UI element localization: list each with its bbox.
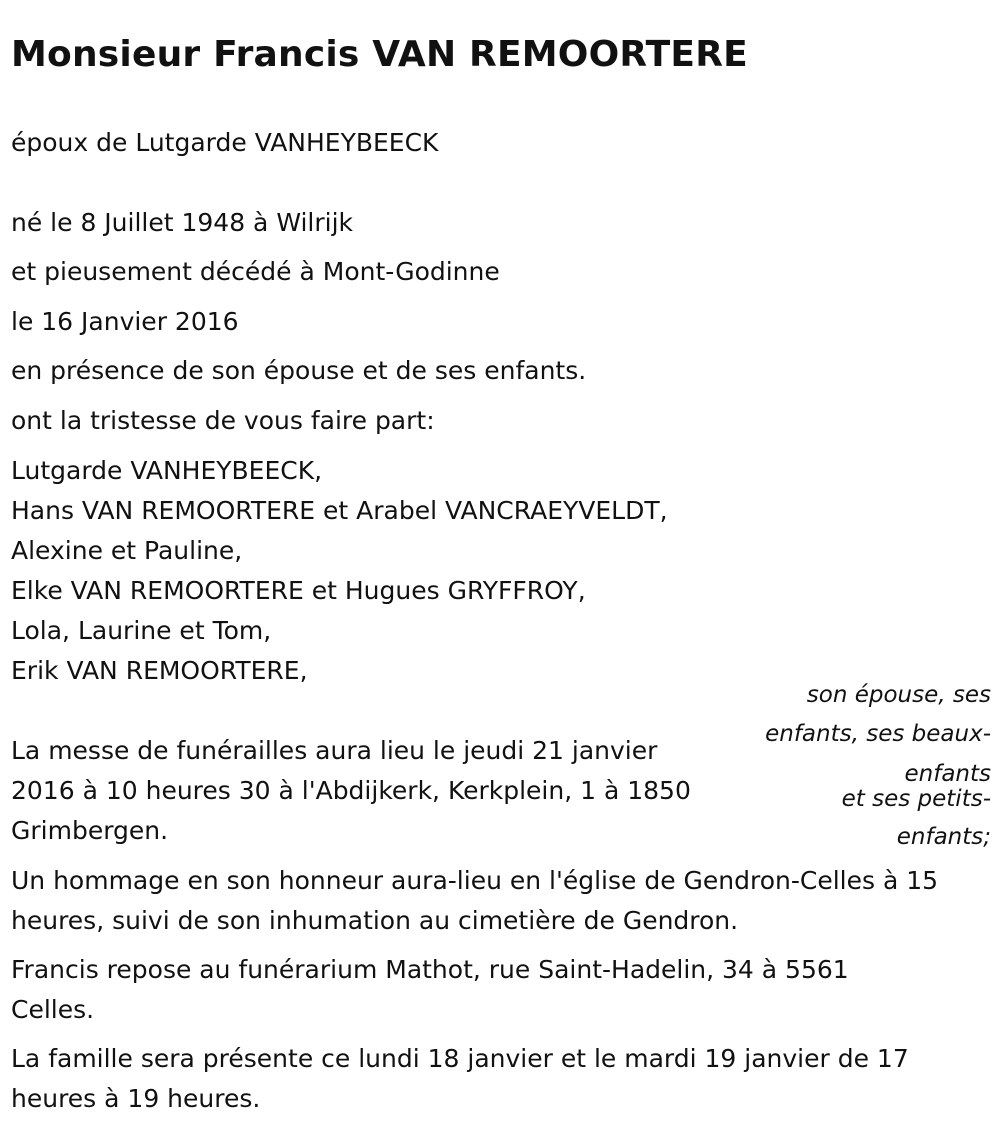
funeral-line-2: 2016 à 10 heures 30 à l'Abdijkerk, Kerkplein, 1 à 1850: [11, 776, 691, 805]
announcement-line: ont la tristesse de vous faire part:: [11, 406, 435, 435]
funeral-paragraph: [11, 731, 691, 851]
family-role-line-2: enfants, ses beaux-: [765, 721, 991, 747]
tribute-line-2: heures, suivi de son inhumation au cimetière de Gendron.: [11, 906, 739, 935]
family-member: Hans VAN REMOORTERE et Arabel VANCRAEYVELDT,: [11, 496, 668, 525]
family-role-line-4: et ses petits-: [841, 786, 991, 812]
repose-paragraph: [11, 950, 849, 1030]
family-role-line-3: enfants: [904, 761, 991, 787]
family-role-line-1: son épouse, ses: [806, 682, 991, 708]
family-presence-line-1: La famille sera présente ce lundi 18 janvier et le mardi 19 janvier de 17: [11, 1044, 909, 1073]
family-presence-paragraph: [11, 1039, 909, 1119]
presence-line: en présence de son épouse et de ses enfants.: [11, 356, 587, 385]
family-presence-line-2: heures à 19 heures.: [11, 1084, 261, 1113]
family-role-line-5: enfants;: [896, 824, 991, 850]
spouse-line: époux de Lutgarde VANHEYBEECK: [11, 128, 439, 157]
tribute-line-1: Un hommage en son honneur aura-lieu en l'église de Gendron-Celles à 15: [11, 866, 939, 895]
family-member: Elke VAN REMOORTERE et Hugues GRYFFROY,: [11, 576, 586, 605]
funeral-line-1: La messe de funérailles aura lieu le jeudi 21 janvier: [11, 736, 658, 765]
tribute-paragraph: [11, 861, 938, 941]
family-member: Lutgarde VANHEYBEECK,: [11, 456, 323, 485]
family-member: Erik VAN REMOORTERE,: [11, 656, 308, 685]
funeral-line-3: Grimbergen.: [11, 816, 169, 845]
repose-line-2: Celles.: [11, 995, 95, 1024]
death-date-line: le 16 Janvier 2016: [11, 307, 239, 336]
death-place-line: et pieusement décédé à Mont-Godinne: [11, 257, 500, 286]
birth-line: né le 8 Juillet 1948 à Wilrijk: [11, 208, 354, 237]
repose-line-1: Francis repose au funérarium Mathot, rue Saint-Hadelin, 34 à 5561: [11, 955, 849, 984]
deceased-name-heading: Monsieur Francis VAN REMOORTERE: [11, 34, 748, 75]
family-member: Lola, Laurine et Tom,: [11, 616, 272, 645]
family-list: [11, 451, 668, 691]
family-member: Alexine et Pauline,: [11, 536, 243, 565]
